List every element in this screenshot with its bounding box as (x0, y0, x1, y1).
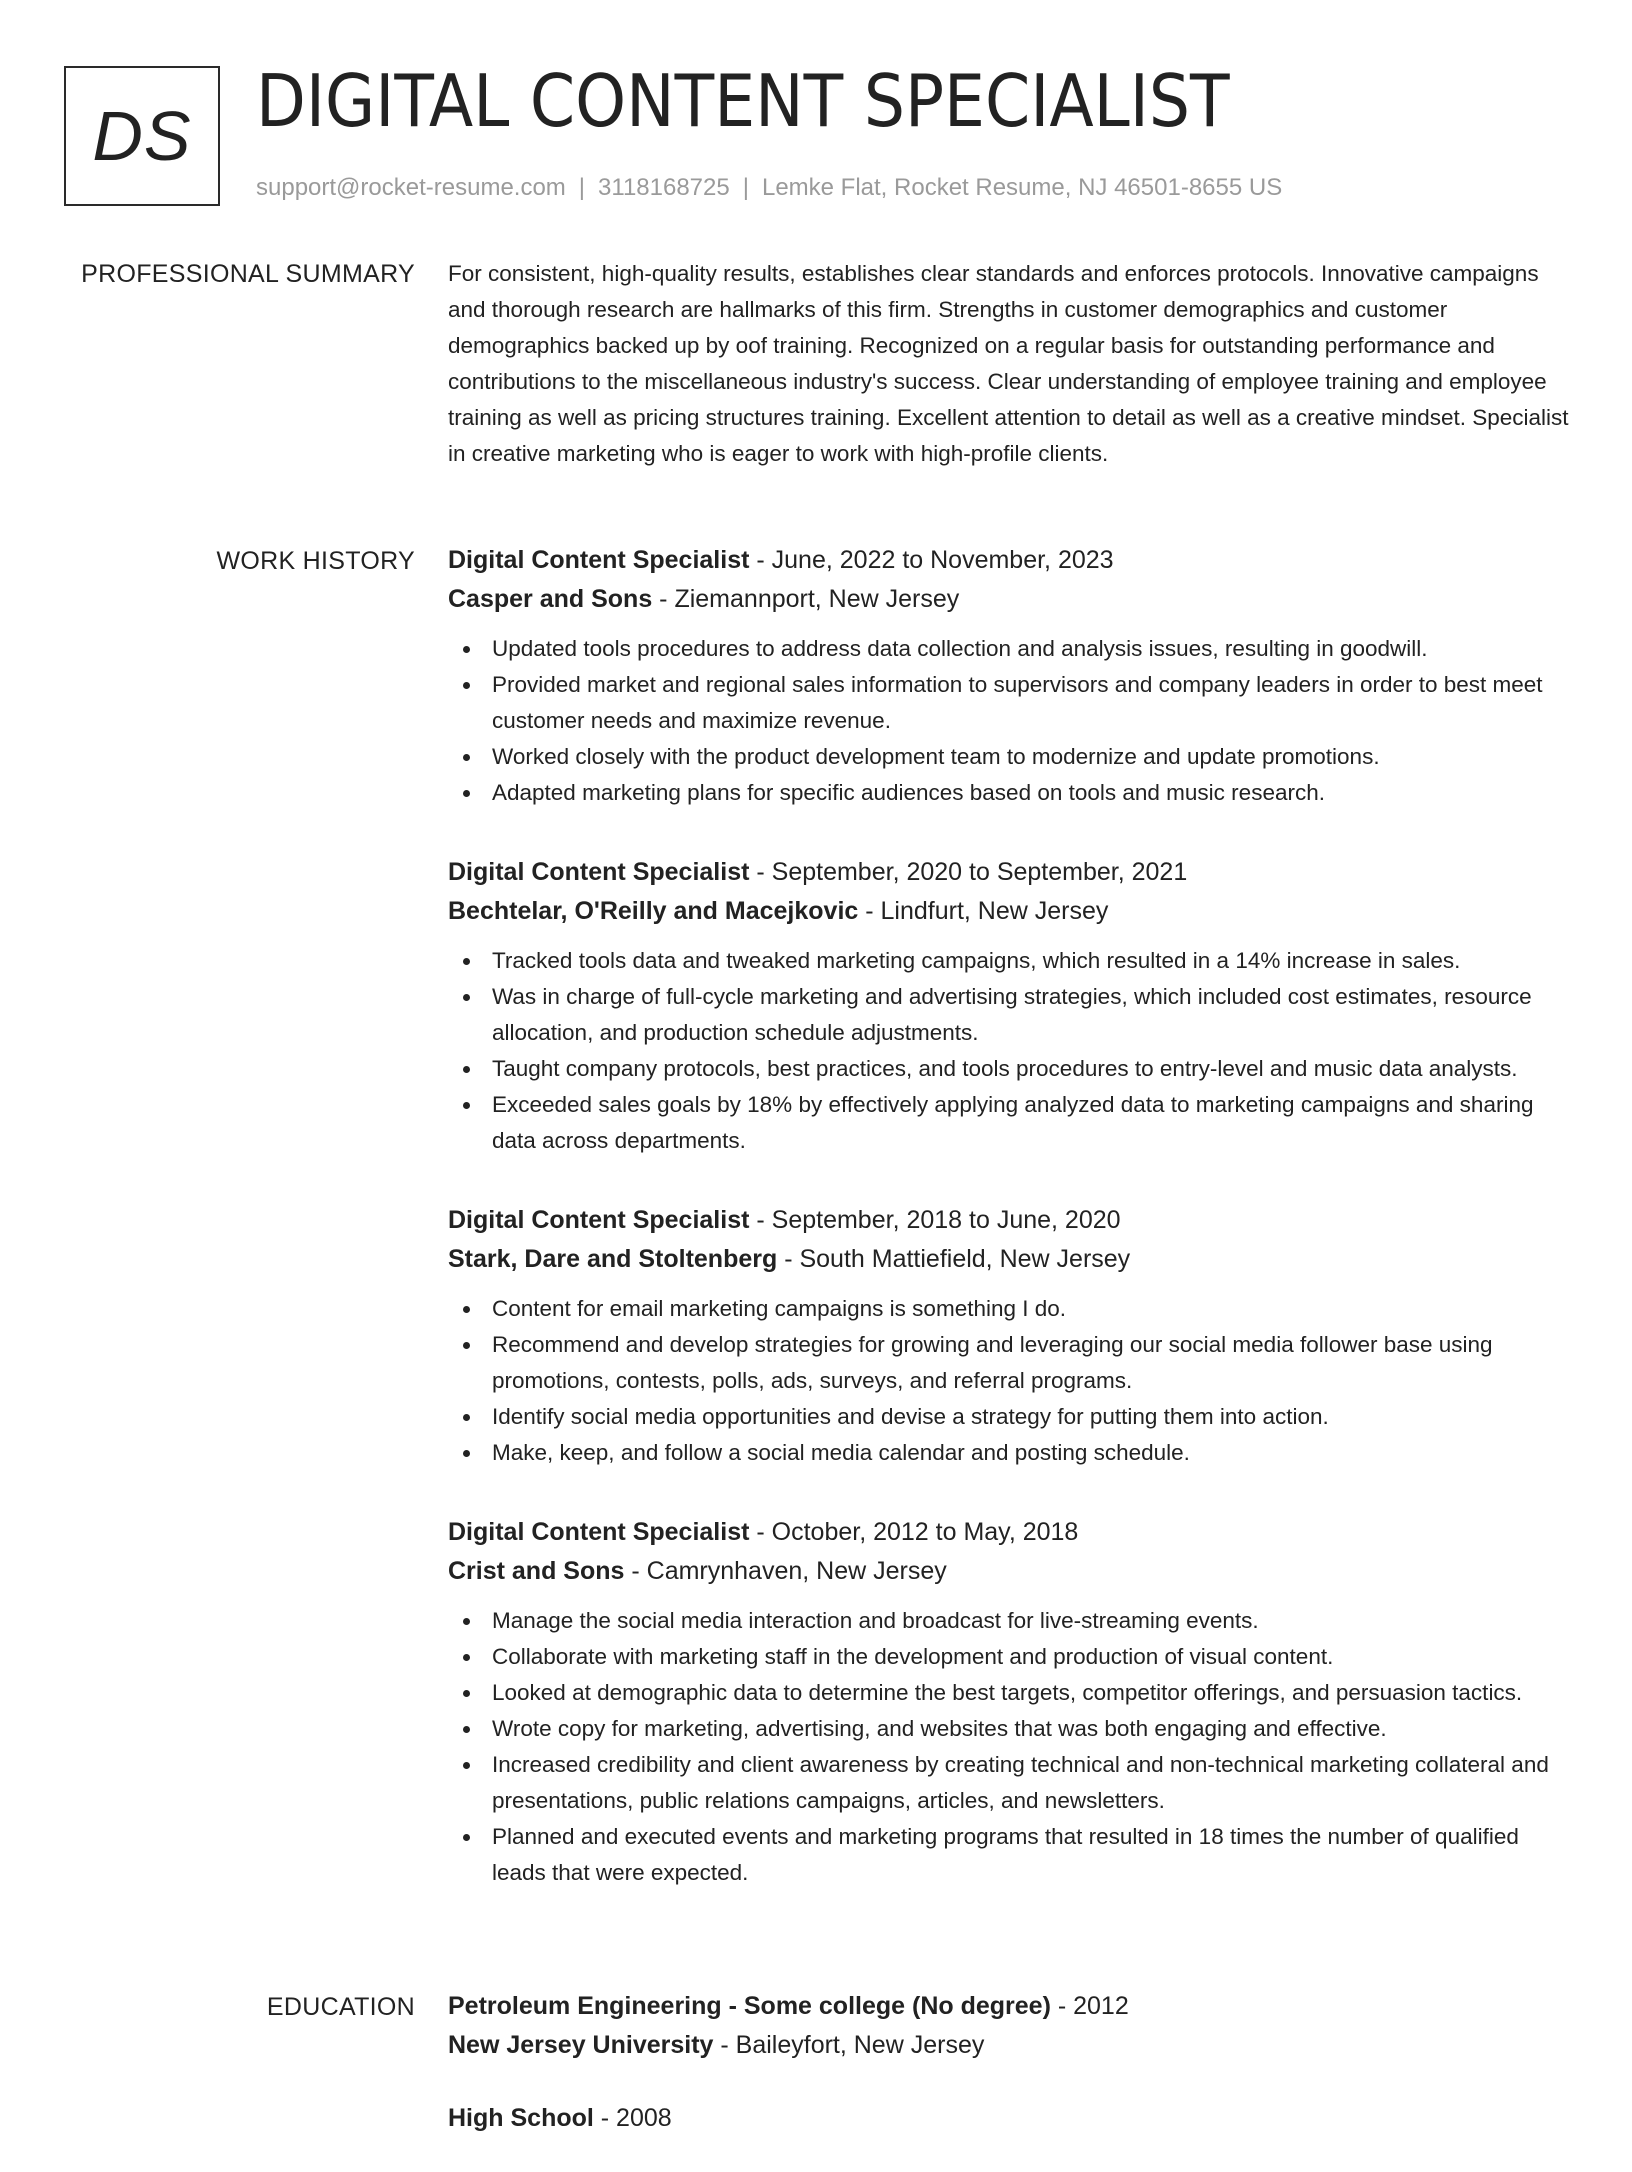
education-degree: High School (448, 2104, 594, 2132)
job-company: Stark, Dare and Stoltenberg (448, 1245, 778, 1273)
job-bullet: Planned and executed events and marketing programs that resulted in 18 times the number of qualified leads that were expected. (492, 1819, 1578, 1891)
job-bullet-list (448, 943, 1578, 1159)
job-dates: - October, 2012 to May, 2018 (749, 1518, 1079, 1546)
job-bullet: Make, keep, and follow a social media calendar and posting schedule. (492, 1435, 1578, 1471)
job-bullet: Looked at demographic data to determine the best targets, competitor offerings, and persuasion tactics. (492, 1675, 1578, 1711)
job-location: - Camrynhaven, New Jersey (624, 1557, 947, 1585)
job-bullet: Increased credibility and client awareness by creating technical and non-technical marketing collateral and presentations, public relations campaigns, articles, and newsletters. (492, 1747, 1578, 1819)
summary-body (448, 256, 1578, 472)
job-bullet: Provided market and regional sales information to supervisors and company leaders in order to best meet customer needs and maximize revenue. (492, 667, 1578, 739)
job-bullet: Was in charge of full-cycle marketing and advertising strategies, which included cost estimates, resource allocation, and production schedule adjustments. (492, 979, 1578, 1051)
education-year: - 2012 (1050, 1992, 1129, 2020)
education-school: New Jersey University (448, 2031, 714, 2059)
job-location: - Ziemannport, New Jersey (652, 585, 960, 613)
job-bullet: Manage the social media interaction and broadcast for live-streaming events. (492, 1603, 1578, 1639)
job-dates: - September, 2020 to September, 2021 (749, 858, 1188, 886)
job-company: Casper and Sons (448, 585, 653, 613)
job-bullet: Content for email marketing campaigns is something I do. (492, 1291, 1578, 1327)
job-bullet: Wrote copy for marketing, advertising, and websites that was both engaging and effective. (492, 1711, 1578, 1747)
education-entry (448, 1987, 1578, 2065)
monogram-badge (64, 66, 220, 206)
education-entry (448, 2099, 1578, 2138)
contact-separator: | (578, 174, 586, 201)
contact-line (256, 174, 1282, 202)
job-dates: - September, 2018 to June, 2020 (749, 1206, 1121, 1234)
job-employer (448, 580, 1578, 619)
job-role: Digital Content Specialist (448, 858, 750, 886)
job-bullet-list (448, 631, 1578, 811)
job-entry (448, 1513, 1578, 1891)
education-heading (448, 2099, 1578, 2138)
contact-address: Lemke Flat, Rocket Resume, NJ 46501-8655 US (761, 174, 1283, 201)
job-bullet: Exceeded sales goals by 18% by effectively applying analyzed data to marketing campaigns and sharing data across departments. (492, 1087, 1578, 1159)
contact-phone: 3118168725 (598, 174, 730, 201)
job-heading (448, 1201, 1578, 1240)
job-location: - Lindfurt, New Jersey (858, 897, 1109, 925)
job-bullet: Identify social media opportunities and devise a strategy for putting them into action. (492, 1399, 1578, 1435)
job-bullet-list (448, 1603, 1578, 1891)
job-company: Bechtelar, O'Reilly and Macejkovic (448, 897, 859, 925)
section-title-work-history: WORK HISTORY (216, 547, 415, 575)
section-title-summary: PROFESSIONAL SUMMARY (81, 260, 415, 288)
job-entry (448, 853, 1578, 1159)
education-year: - 2008 (593, 2104, 672, 2132)
education-school-line (448, 2026, 1578, 2065)
job-bullet: Taught company protocols, best practices, and tools procedures to entry-level and music data analysts. (492, 1051, 1578, 1087)
job-employer (448, 1240, 1578, 1279)
job-role: Digital Content Specialist (448, 1518, 750, 1546)
job-entry (448, 1201, 1578, 1471)
job-heading (448, 853, 1578, 892)
job-bullet: Recommend and develop strategies for growing and leveraging our social media follower base using promotions, contests, polls, ads, surveys, and referral programs. (492, 1327, 1578, 1399)
education-heading (448, 1987, 1578, 2026)
job-role: Digital Content Specialist (448, 1206, 750, 1234)
education-location: - Baileyfort, New Jersey (713, 2031, 985, 2059)
monogram-text: DS (92, 97, 192, 175)
job-entry (448, 541, 1578, 811)
job-bullet: Adapted marketing plans for specific audiences based on tools and music research. (492, 775, 1578, 811)
job-bullet: Collaborate with marketing staff in the development and production of visual content. (492, 1639, 1578, 1675)
job-employer (448, 1552, 1578, 1591)
resume-title: DIGITAL CONTENT SPECIALIST (256, 59, 1230, 143)
job-company: Crist and Sons (448, 1557, 625, 1585)
summary-text: For consistent, high-quality results, establishes clear standards and enforces protocols. Innovative campaigns and thorough research are hallmarks of this firm. Strengths in customer demographics and customer demographics backed up by oof training. Recognized on a regular basis for outstanding performance and contributions to the miscellaneous industry's success. Clear understanding of employee training and employee training as well as pricing structures training. Excellent attention to detail as well as a creative mindset. Specialist in creative marketing who is eager to work with high-profile clients. (448, 261, 1569, 466)
job-bullet: Updated tools procedures to address data collection and analysis issues, resulting in goodwill. (492, 631, 1578, 667)
job-location: - South Mattiefield, New Jersey (777, 1245, 1131, 1273)
education-body (448, 1987, 1578, 2172)
job-bullet: Worked closely with the product development team to modernize and update promotions. (492, 739, 1578, 775)
contact-email: support@rocket-resume.com (256, 174, 566, 201)
job-heading (448, 1513, 1578, 1552)
job-employer (448, 892, 1578, 931)
contact-separator: | (742, 174, 749, 201)
job-bullet-list (448, 1291, 1578, 1471)
job-bullet: Tracked tools data and tweaked marketing campaigns, which resulted in a 14% increase in sales. (492, 943, 1578, 979)
job-heading (448, 541, 1578, 580)
education-degree: Petroleum Engineering - Some college (No degree) (448, 1992, 1051, 2020)
job-dates: - June, 2022 to November, 2023 (749, 546, 1114, 574)
job-role: Digital Content Specialist (448, 546, 750, 574)
work-history-body (448, 541, 1578, 1933)
section-title-education: EDUCATION (266, 1993, 415, 2021)
